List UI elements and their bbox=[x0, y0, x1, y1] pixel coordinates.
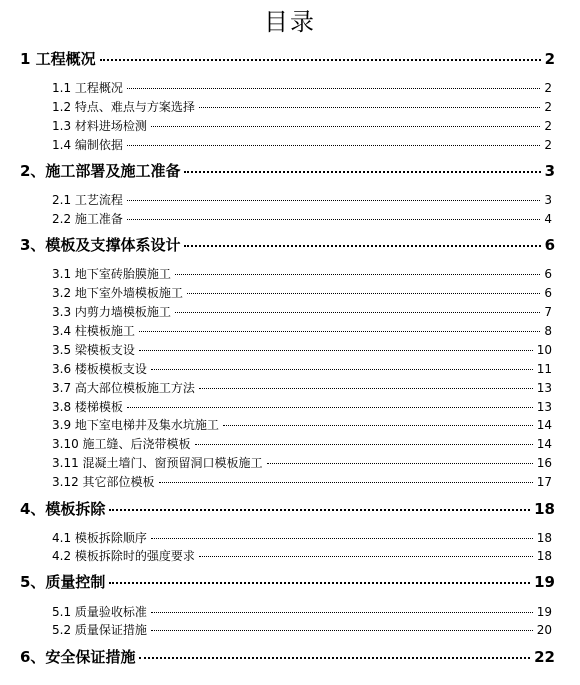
toc-entry-page: 14 bbox=[536, 437, 552, 451]
toc-entry-page: 18 bbox=[534, 500, 555, 518]
toc-entry-page: 2 bbox=[544, 138, 552, 152]
toc-entry[interactable] bbox=[52, 136, 552, 153]
toc-entry[interactable] bbox=[52, 603, 552, 620]
toc-entry-label: 2.1 工艺流程 bbox=[52, 193, 123, 207]
toc-entry[interactable] bbox=[52, 79, 552, 96]
toc-dot-leader bbox=[267, 463, 533, 464]
toc-entry-label: 2.2 施工准备 bbox=[52, 212, 123, 226]
toc-dot-leader bbox=[223, 425, 533, 426]
toc-entry-label: 3.3 内剪力墙模板施工 bbox=[52, 305, 171, 319]
toc-entry-label: 3.9 地下室电梯井及集水坑施工 bbox=[52, 418, 219, 432]
toc-entry[interactable] bbox=[20, 48, 555, 69]
toc-entry[interactable] bbox=[52, 98, 552, 115]
toc-entry-page: 18 bbox=[536, 549, 552, 563]
toc-dot-leader bbox=[184, 245, 540, 247]
toc-entry[interactable] bbox=[52, 435, 552, 452]
toc-entry-page: 6 bbox=[544, 236, 555, 254]
toc-entry[interactable] bbox=[20, 571, 555, 592]
toc-entry-page: 19 bbox=[534, 573, 555, 591]
toc-entry[interactable] bbox=[52, 529, 552, 546]
toc-entry-page: 2 bbox=[544, 119, 552, 133]
toc-dot-leader bbox=[139, 350, 533, 351]
toc-entry-page: 7 bbox=[544, 305, 552, 319]
toc-entry[interactable] bbox=[52, 191, 552, 208]
toc-entry-page: 10 bbox=[536, 343, 552, 357]
toc-entry[interactable] bbox=[20, 646, 555, 667]
toc-entry-page: 14 bbox=[536, 418, 552, 432]
toc-dot-leader bbox=[100, 59, 541, 61]
toc-entry-label: 3.2 地下室外墙模板施工 bbox=[52, 286, 183, 300]
toc-dot-leader bbox=[184, 171, 540, 173]
toc-entry[interactable] bbox=[20, 160, 555, 181]
toc-entry-label: 1.1 工程概况 bbox=[52, 81, 123, 95]
toc-entry-page: 13 bbox=[536, 381, 552, 395]
toc-entry-page: 2 bbox=[544, 81, 552, 95]
page-title: 目录 bbox=[264, 8, 316, 36]
toc-entry[interactable] bbox=[52, 322, 552, 339]
toc-entry-label: 1.2 特点、难点与方案选择 bbox=[52, 100, 195, 114]
toc-dot-leader bbox=[151, 630, 533, 631]
toc-entry-page: 13 bbox=[536, 400, 552, 414]
toc-dot-leader bbox=[109, 582, 530, 584]
toc-entry-label: 3.6 楼板模板支设 bbox=[52, 362, 147, 376]
toc-entry-label: 1 工程概况 bbox=[20, 50, 96, 68]
toc-dot-leader bbox=[199, 388, 533, 389]
toc-dot-leader bbox=[127, 407, 533, 408]
toc-entry-label: 5、质量控制 bbox=[20, 573, 106, 591]
toc-entry-page: 2 bbox=[544, 100, 552, 114]
toc-dot-leader bbox=[151, 126, 540, 127]
toc-entry-label: 4.2 模板拆除时的强度要求 bbox=[52, 549, 195, 563]
toc-entry-label: 3.11 混凝土墙门、窗预留洞口模板施工 bbox=[52, 456, 263, 470]
toc-dot-leader bbox=[151, 538, 533, 539]
toc-entry[interactable] bbox=[52, 284, 552, 301]
toc-entry-page: 6 bbox=[544, 267, 552, 281]
toc-dot-leader bbox=[151, 612, 533, 613]
toc-entry[interactable] bbox=[52, 416, 552, 433]
toc-entry-page: 11 bbox=[536, 362, 552, 376]
toc-entry-label: 5.1 质量验收标准 bbox=[52, 605, 147, 619]
toc-entry-page: 8 bbox=[544, 324, 552, 338]
toc-dot-leader bbox=[187, 293, 540, 294]
toc-entry-label: 5.2 质量保证措施 bbox=[52, 623, 147, 637]
toc-dot-leader bbox=[109, 509, 530, 511]
toc-entry-page: 6 bbox=[544, 286, 552, 300]
toc-entry-page: 16 bbox=[536, 456, 552, 470]
toc-dot-leader bbox=[139, 657, 530, 659]
toc-entry-label: 1.3 材料进场检测 bbox=[52, 119, 147, 133]
toc-entry[interactable] bbox=[52, 454, 552, 471]
toc-dot-leader bbox=[151, 369, 533, 370]
toc-dot-leader bbox=[175, 312, 540, 313]
toc-entry-page: 3 bbox=[544, 193, 552, 207]
toc-entry[interactable] bbox=[52, 303, 552, 320]
toc-dot-leader bbox=[127, 145, 540, 146]
toc-entry-page: 17 bbox=[536, 475, 552, 489]
toc-entry-label: 3.7 高大部位模板施工方法 bbox=[52, 381, 195, 395]
toc-dot-leader bbox=[127, 219, 540, 220]
toc-entry[interactable] bbox=[20, 234, 555, 255]
toc-entry[interactable] bbox=[52, 360, 552, 377]
toc-entry[interactable] bbox=[52, 265, 552, 282]
toc-entry-label: 1.4 编制依据 bbox=[52, 138, 123, 152]
toc-dot-leader bbox=[199, 556, 533, 557]
toc-entry-page: 3 bbox=[544, 162, 555, 180]
toc-dot-leader bbox=[139, 331, 540, 332]
toc-entry-page: 19 bbox=[536, 605, 552, 619]
toc-dot-leader bbox=[195, 444, 533, 445]
toc-entry-label: 3、模板及支撑体系设计 bbox=[20, 236, 181, 254]
toc-entry[interactable] bbox=[52, 398, 552, 415]
toc-entry[interactable] bbox=[52, 210, 552, 227]
toc-dot-leader bbox=[127, 88, 540, 89]
toc-entry-label: 3.4 柱模板施工 bbox=[52, 324, 135, 338]
toc-entry-page: 22 bbox=[534, 648, 555, 666]
toc-entry[interactable] bbox=[52, 379, 552, 396]
toc-entry-label: 3.8 楼梯模板 bbox=[52, 400, 123, 414]
toc-entry[interactable] bbox=[52, 621, 552, 638]
toc-entry[interactable] bbox=[52, 473, 552, 490]
toc-entry-label: 4.1 模板拆除顺序 bbox=[52, 531, 147, 545]
toc-entry-label: 3.10 施工缝、后浇带模板 bbox=[52, 437, 191, 451]
toc-entry[interactable] bbox=[52, 117, 552, 134]
toc-entry-label: 4、模板拆除 bbox=[20, 500, 106, 518]
toc-dot-leader bbox=[175, 274, 540, 275]
toc-entry-page: 2 bbox=[544, 50, 555, 68]
toc-entry-page: 4 bbox=[544, 212, 552, 226]
toc-entry-label: 3.1 地下室砖胎膜施工 bbox=[52, 267, 171, 281]
toc-entry[interactable] bbox=[20, 498, 555, 519]
toc-dot-leader bbox=[199, 107, 540, 108]
toc-entry-label: 3.5 梁模板支设 bbox=[52, 343, 135, 357]
toc-entry-label: 2、施工部署及施工准备 bbox=[20, 162, 181, 180]
toc-entry-label: 3.12 其它部位模板 bbox=[52, 475, 155, 489]
toc-entry-page: 18 bbox=[536, 531, 552, 545]
toc-dot-leader bbox=[159, 482, 533, 483]
toc-entry-label: 6、安全保证措施 bbox=[20, 648, 136, 666]
toc-entry[interactable] bbox=[52, 341, 552, 358]
toc-dot-leader bbox=[127, 200, 540, 201]
toc-entry-page: 20 bbox=[536, 623, 552, 637]
toc-entry[interactable] bbox=[52, 547, 552, 564]
